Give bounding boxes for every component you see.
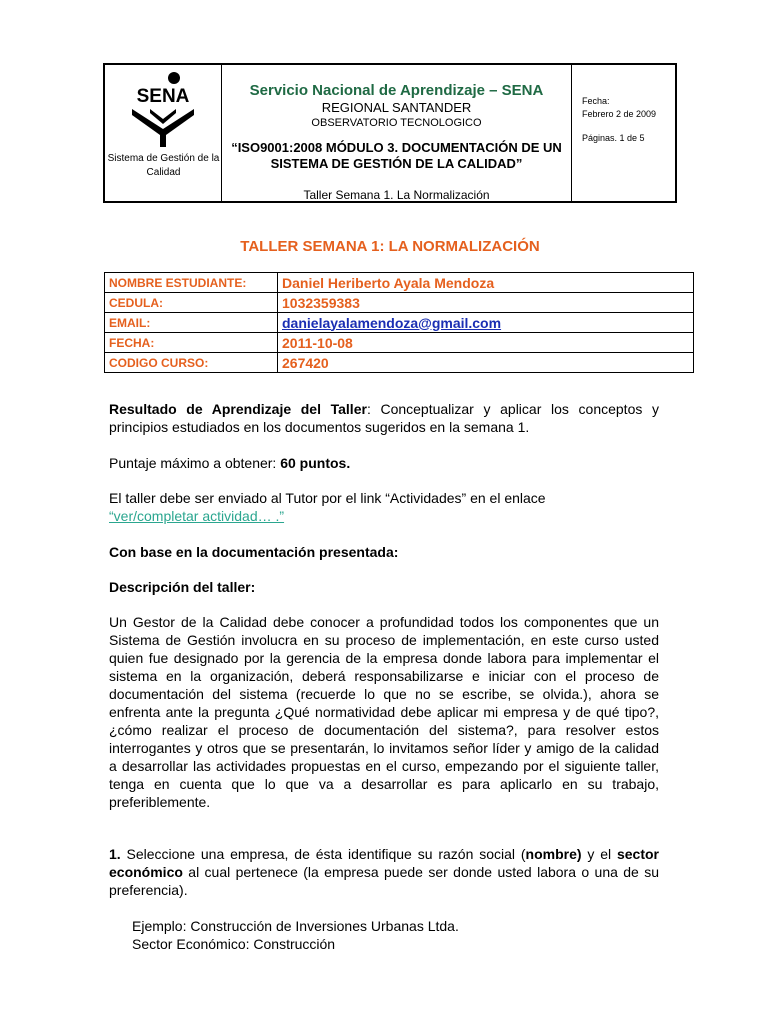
- item-1-bold-a: nombre): [525, 846, 582, 862]
- org-name: Servicio Nacional de Aprendizaje – SENA: [249, 82, 544, 99]
- item-1-text-a: Seleccione una empresa, de ésta identifique su razón social (: [120, 846, 526, 862]
- descripcion-heading-text: Descripción del taller:: [109, 579, 256, 595]
- envio-paragraph: [109, 489, 659, 525]
- cedula-label: CEDULA:: [105, 293, 278, 313]
- resultado-label: Resultado de Aprendizaje del Taller: [109, 401, 367, 417]
- sena-logo-text: SENA: [136, 86, 190, 107]
- base-heading: [109, 543, 659, 561]
- name-label: NOMBRE ESTUDIANTE:: [105, 273, 278, 293]
- taller-line: Taller Semana 1. La Normalización: [303, 188, 490, 202]
- activity-link[interactable]: “ver/completar actividad… .”: [109, 508, 285, 524]
- document-header: [103, 63, 677, 203]
- sector-line: Sector Económico: Construcción: [132, 936, 336, 952]
- item-1-paragraph: [109, 845, 659, 899]
- envio-text: El taller debe ser enviado al Tutor por el link “Actividades” en el enlace: [109, 490, 546, 506]
- email-link[interactable]: danielayalamendoza@gmail.com: [282, 314, 502, 331]
- puntaje-paragraph: [109, 454, 659, 472]
- codigo-label: CODIGO CURSO:: [105, 353, 278, 373]
- page-count: Páginas. 1 de 5: [582, 133, 645, 143]
- item-1-number: 1.: [109, 846, 121, 862]
- item-1-bold-b: sector económico: [109, 846, 659, 880]
- table-row: [105, 273, 694, 293]
- fecha-value: Febrero 2 de 2009: [582, 109, 657, 119]
- header-meta-cell: [571, 65, 675, 201]
- cedula-value: 1032359383: [278, 293, 694, 313]
- descripcion-heading: [109, 578, 659, 596]
- document-title: “ISO9001:2008 MÓDULO 3. DOCUMENTACIÓN DE UN SISTEMA DE GESTIÓN DE LA CALIDAD”: [231, 140, 562, 171]
- observatorio: OBSERVATORIO TECNOLOGICO: [311, 117, 482, 129]
- table-row: [105, 333, 694, 353]
- codigo-value: 267420: [278, 353, 694, 373]
- resultado-text: : Conceptualizar y aplicar los conceptos y principios estudiados en los documentos sugeridos en la semana 1.: [109, 401, 659, 435]
- table-row: [105, 313, 694, 333]
- fecha-label: Fecha:: [582, 96, 610, 106]
- puntaje-value: 60 puntos.: [280, 455, 351, 471]
- student-info-table: [104, 272, 694, 373]
- item-1-text-c: al cual pertenece (la empresa puede ser donde usted labora o una de su preferencia).: [109, 864, 659, 898]
- email-label: EMAIL:: [105, 313, 278, 333]
- table-row: [105, 293, 694, 313]
- main-title: TALLER SEMANA 1: LA NORMALIZACIÓN: [240, 238, 540, 255]
- region: REGIONAL SANTANDER: [321, 100, 472, 115]
- ejemplo-line: Ejemplo: Construcción de Inversiones Urbanas Ltda.: [132, 918, 459, 934]
- header-logo-cell: [105, 65, 222, 201]
- resultado-paragraph: [109, 400, 659, 436]
- item-1-text-b: y el: [581, 846, 617, 862]
- base-heading-text: Con base en la documentación presentada:: [109, 544, 399, 560]
- sena-logo-icon: [122, 69, 204, 149]
- fecha-row-value: 2011-10-08: [278, 333, 694, 353]
- fecha-row-label: FECHA:: [105, 333, 278, 353]
- descripcion-paragraph: Un Gestor de la Calidad debe conocer a profundidad todos los componentes que un Sistema de Gestión involucra en su proceso de implementación, en este curso usted quien fue designado por la gerencia de la empresa donde labora para implementar el sistema en la organización, deberá responsabilizarse e iniciar con el proceso de documentación del sistema (recuerde lo que no se escribe, se olvida.), ahora se enfrenta ante la pregunta ¿Qué normatividad debe aplicar mi empresa y de qué tipo?, ¿cómo realizar el proceso de documentación del sistema?, para resolver estos interrogantes y otros que se presentarán, lo invitamos señor líder y amigo de la calidad a desarrollar las actividades propuestas en el curso, empezando por el siguiente taller, tenga en cuenta que lo que va a desarrollar es para aplicarlo en su trabajo, preferiblemente.: [109, 614, 659, 810]
- table-row: [105, 353, 694, 373]
- name-value: Daniel Heriberto Ayala Mendoza: [278, 273, 694, 293]
- puntaje-label: Puntaje máximo a obtener:: [109, 455, 281, 471]
- system-label: Sistema de Gestión de la Calidad: [107, 153, 220, 178]
